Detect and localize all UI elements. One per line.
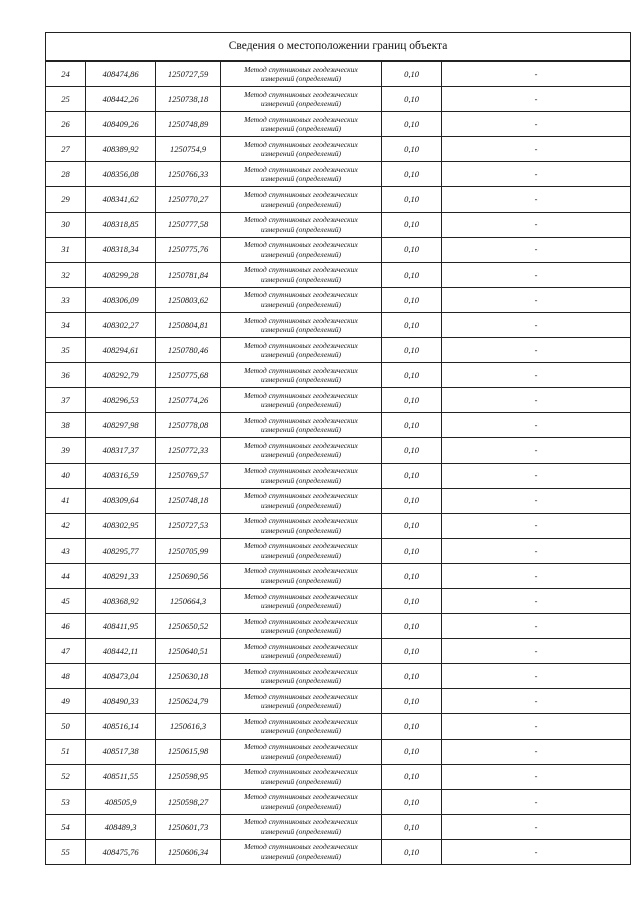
method-cell: [221, 87, 382, 112]
table-row: [46, 689, 631, 714]
x-coordinate-cell: 408306,09: [86, 287, 156, 312]
y-coordinate-cell: 1250598,27: [156, 789, 221, 814]
table-row: [46, 363, 631, 388]
x-coordinate-cell: 408318,34: [86, 237, 156, 262]
method-line: измерений (определений): [260, 74, 342, 84]
method-line: Метод спутниковых геодезических: [244, 114, 358, 124]
table-row: [46, 563, 631, 588]
method-cell: [221, 639, 382, 664]
method-line: Метод спутниковых геодезических: [244, 516, 358, 526]
method-line: измерений (определений): [260, 851, 342, 861]
note-cell: -: [442, 588, 631, 613]
x-coordinate-cell: 408505,9: [86, 789, 156, 814]
method-line: Метод спутниковых геодезических: [244, 365, 358, 375]
document-sheet: [45, 32, 630, 865]
precision-cell: 0,10: [382, 212, 442, 237]
x-coordinate-cell: 408517,38: [86, 739, 156, 764]
precision-cell: 0,10: [382, 237, 442, 262]
method-line: Метод спутниковых геодезических: [244, 415, 358, 425]
x-coordinate-cell: 408302,95: [86, 513, 156, 538]
y-coordinate-cell: 1250777,58: [156, 212, 221, 237]
method-line: измерений (определений): [260, 575, 342, 585]
method-cell: [221, 739, 382, 764]
point-number-cell: 51: [46, 739, 86, 764]
x-coordinate-cell: 408490,33: [86, 689, 156, 714]
precision-cell: 0,10: [382, 839, 442, 864]
table-row: [46, 538, 631, 563]
method-cell: [221, 137, 382, 162]
y-coordinate-cell: 1250804,81: [156, 312, 221, 337]
method-line: Метод спутниковых геодезических: [244, 817, 358, 827]
precision-cell: 0,10: [382, 112, 442, 137]
precision-cell: 0,10: [382, 438, 442, 463]
table-row: [46, 764, 631, 789]
method-cell: [221, 413, 382, 438]
method-line: измерений (определений): [260, 400, 342, 410]
method-line: измерений (определений): [260, 450, 342, 460]
method-cell: [221, 212, 382, 237]
method-line: Метод спутниковых геодезических: [244, 215, 358, 225]
note-cell: -: [442, 262, 631, 287]
method-line: Метод спутниковых геодезических: [244, 691, 358, 701]
method-line: Метод спутниковых геодезических: [244, 767, 358, 777]
table-title-row: [46, 33, 631, 62]
point-number-cell: 42: [46, 513, 86, 538]
x-coordinate-cell: 408474,86: [86, 61, 156, 87]
method-cell: [221, 312, 382, 337]
precision-cell: 0,10: [382, 764, 442, 789]
y-coordinate-cell: 1250640,51: [156, 639, 221, 664]
method-line: измерений (определений): [260, 701, 342, 711]
note-cell: -: [442, 739, 631, 764]
note-cell: -: [442, 664, 631, 689]
method-line: Метод спутниковых геодезических: [244, 566, 358, 576]
x-coordinate-cell: 408318,85: [86, 212, 156, 237]
x-coordinate-cell: 408442,11: [86, 639, 156, 664]
y-coordinate-cell: 1250772,33: [156, 438, 221, 463]
method-line: измерений (определений): [260, 249, 342, 259]
x-coordinate-cell: 408389,92: [86, 137, 156, 162]
point-number-cell: 34: [46, 312, 86, 337]
table-row: [46, 237, 631, 262]
precision-cell: 0,10: [382, 714, 442, 739]
precision-cell: 0,10: [382, 388, 442, 413]
table-row: [46, 388, 631, 413]
y-coordinate-cell: 1250770,27: [156, 187, 221, 212]
x-coordinate-cell: 408317,37: [86, 438, 156, 463]
y-coordinate-cell: 1250615,98: [156, 739, 221, 764]
table-row: [46, 814, 631, 839]
note-cell: -: [442, 538, 631, 563]
note-cell: -: [442, 162, 631, 187]
method-line: Метод спутниковых геодезических: [244, 717, 358, 726]
method-cell: [221, 764, 382, 789]
y-coordinate-cell: 1250664,3: [156, 588, 221, 613]
method-line: измерений (определений): [260, 274, 342, 284]
method-line: Метод спутниковых геодезических: [244, 842, 358, 852]
method-line: измерений (определений): [260, 299, 342, 309]
method-line: Метод спутниковых геодезических: [244, 190, 358, 200]
method-cell: [221, 287, 382, 312]
method-line: Метод спутниковых геодезических: [244, 641, 358, 651]
method-line: измерений (определений): [260, 99, 342, 109]
x-coordinate-cell: 408309,64: [86, 488, 156, 513]
y-coordinate-cell: 1250606,34: [156, 839, 221, 864]
table-body: [46, 33, 631, 865]
method-cell: [221, 664, 382, 689]
method-line: измерений (определений): [260, 324, 342, 334]
x-coordinate-cell: 408302,27: [86, 312, 156, 337]
precision-cell: 0,10: [382, 664, 442, 689]
method-line: Метод спутниковых геодезических: [244, 466, 358, 476]
method-cell: [221, 488, 382, 513]
point-number-cell: 49: [46, 689, 86, 714]
point-number-cell: 39: [46, 438, 86, 463]
table-row: [46, 839, 631, 864]
precision-cell: 0,10: [382, 739, 442, 764]
table-row: [46, 714, 631, 739]
precision-cell: 0,10: [382, 563, 442, 588]
table-row: [46, 262, 631, 287]
method-cell: [221, 714, 382, 739]
table-row: [46, 87, 631, 112]
method-line: Метод спутниковых геодезических: [244, 164, 358, 174]
note-cell: -: [442, 212, 631, 237]
y-coordinate-cell: 1250774,26: [156, 388, 221, 413]
precision-cell: 0,10: [382, 814, 442, 839]
method-line: Метод спутниковых геодезических: [244, 290, 358, 300]
x-coordinate-cell: 408296,53: [86, 388, 156, 413]
precision-cell: 0,10: [382, 588, 442, 613]
x-coordinate-cell: 408356,08: [86, 162, 156, 187]
method-line: Метод спутниковых геодезических: [244, 742, 358, 752]
method-line: измерений (определений): [260, 224, 342, 234]
x-coordinate-cell: 408292,79: [86, 363, 156, 388]
point-number-cell: 27: [46, 137, 86, 162]
precision-cell: 0,10: [382, 363, 442, 388]
table-row: [46, 112, 631, 137]
note-cell: -: [442, 87, 631, 112]
method-line: Метод спутниковых геодезических: [244, 440, 358, 450]
method-cell: [221, 689, 382, 714]
table-row: [46, 463, 631, 488]
y-coordinate-cell: 1250705,99: [156, 538, 221, 563]
method-cell: [221, 338, 382, 363]
note-cell: -: [442, 689, 631, 714]
method-line: Метод спутниковых геодезических: [244, 491, 358, 501]
table-row: [46, 438, 631, 463]
method-line: измерений (определений): [260, 776, 342, 786]
y-coordinate-cell: 1250738,18: [156, 87, 221, 112]
point-number-cell: 41: [46, 488, 86, 513]
y-coordinate-cell: 1250754,9: [156, 137, 221, 162]
y-coordinate-cell: 1250727,59: [156, 61, 221, 87]
table-row: [46, 187, 631, 212]
note-cell: -: [442, 814, 631, 839]
precision-cell: 0,10: [382, 137, 442, 162]
y-coordinate-cell: 1250616,3: [156, 714, 221, 739]
x-coordinate-cell: 408516,14: [86, 714, 156, 739]
method-line: Метод спутниковых геодезических: [244, 792, 358, 802]
note-cell: -: [442, 388, 631, 413]
table-row: [46, 212, 631, 237]
method-line: Метод спутниковых геодезических: [244, 541, 358, 551]
point-number-cell: 33: [46, 287, 86, 312]
method-line: Метод спутниковых геодезических: [244, 390, 358, 400]
method-cell: [221, 563, 382, 588]
method-cell: [221, 388, 382, 413]
note-cell: -: [442, 839, 631, 864]
method-cell: [221, 588, 382, 613]
x-coordinate-cell: 408489,3: [86, 814, 156, 839]
precision-cell: 0,10: [382, 513, 442, 538]
note-cell: -: [442, 714, 631, 739]
method-line: Метод спутниковых геодезических: [244, 340, 358, 350]
precision-cell: 0,10: [382, 689, 442, 714]
method-cell: [221, 463, 382, 488]
table-row: [46, 61, 631, 87]
point-number-cell: 28: [46, 162, 86, 187]
method-cell: [221, 61, 382, 87]
y-coordinate-cell: 1250748,18: [156, 488, 221, 513]
y-coordinate-cell: 1250775,68: [156, 363, 221, 388]
precision-cell: 0,10: [382, 61, 442, 87]
method-line: Метод спутниковых геодезических: [244, 139, 358, 149]
method-line: измерений (определений): [260, 350, 342, 360]
note-cell: -: [442, 789, 631, 814]
y-coordinate-cell: 1250650,52: [156, 614, 221, 639]
method-line: Метод спутниковых геодезических: [244, 240, 358, 250]
x-coordinate-cell: 408475,76: [86, 839, 156, 864]
table-row: [46, 488, 631, 513]
note-cell: -: [442, 438, 631, 463]
point-number-cell: 55: [46, 839, 86, 864]
point-number-cell: 40: [46, 463, 86, 488]
method-line: измерений (определений): [260, 826, 342, 836]
method-cell: [221, 839, 382, 864]
method-cell: [221, 237, 382, 262]
precision-cell: 0,10: [382, 338, 442, 363]
method-line: измерений (определений): [260, 425, 342, 435]
table-row: [46, 287, 631, 312]
note-cell: -: [442, 287, 631, 312]
y-coordinate-cell: 1250748,89: [156, 112, 221, 137]
point-number-cell: 48: [46, 664, 86, 689]
y-coordinate-cell: 1250690,56: [156, 563, 221, 588]
precision-cell: 0,10: [382, 87, 442, 112]
x-coordinate-cell: 408297,98: [86, 413, 156, 438]
method-line: измерений (определений): [260, 726, 342, 736]
point-number-cell: 52: [46, 764, 86, 789]
x-coordinate-cell: 408341,62: [86, 187, 156, 212]
x-coordinate-cell: 408409,26: [86, 112, 156, 137]
table-row: [46, 789, 631, 814]
method-line: Метод спутниковых геодезических: [244, 315, 358, 325]
y-coordinate-cell: 1250769,57: [156, 463, 221, 488]
note-cell: -: [442, 338, 631, 363]
point-number-cell: 32: [46, 262, 86, 287]
point-number-cell: 29: [46, 187, 86, 212]
point-number-cell: 24: [46, 61, 86, 87]
precision-cell: 0,10: [382, 488, 442, 513]
note-cell: -: [442, 187, 631, 212]
y-coordinate-cell: 1250630,18: [156, 664, 221, 689]
precision-cell: 0,10: [382, 287, 442, 312]
x-coordinate-cell: 408411,95: [86, 614, 156, 639]
method-line: измерений (определений): [260, 751, 342, 761]
point-number-cell: 54: [46, 814, 86, 839]
y-coordinate-cell: 1250766,33: [156, 162, 221, 187]
point-number-cell: 47: [46, 639, 86, 664]
precision-cell: 0,10: [382, 789, 442, 814]
point-number-cell: 50: [46, 714, 86, 739]
note-cell: -: [442, 61, 631, 87]
x-coordinate-cell: 408442,26: [86, 87, 156, 112]
note-cell: -: [442, 363, 631, 388]
point-number-cell: 45: [46, 588, 86, 613]
x-coordinate-cell: 408368,92: [86, 588, 156, 613]
table-row: [46, 413, 631, 438]
method-line: Метод спутниковых геодезических: [244, 89, 358, 99]
note-cell: -: [442, 488, 631, 513]
x-coordinate-cell: 408291,33: [86, 563, 156, 588]
method-cell: [221, 438, 382, 463]
method-cell: [221, 789, 382, 814]
note-cell: -: [442, 413, 631, 438]
precision-cell: 0,10: [382, 413, 442, 438]
precision-cell: 0,10: [382, 614, 442, 639]
y-coordinate-cell: 1250780,46: [156, 338, 221, 363]
table-row: [46, 614, 631, 639]
y-coordinate-cell: 1250727,53: [156, 513, 221, 538]
point-number-cell: 36: [46, 363, 86, 388]
method-line: Метод спутниковых геодезических: [244, 666, 358, 676]
method-cell: [221, 513, 382, 538]
method-line: измерений (определений): [260, 500, 342, 510]
precision-cell: 0,10: [382, 187, 442, 212]
method-cell: [221, 187, 382, 212]
method-cell: [221, 162, 382, 187]
note-cell: -: [442, 639, 631, 664]
method-line: Метод спутниковых геодезических: [244, 64, 358, 74]
note-cell: -: [442, 614, 631, 639]
method-cell: [221, 363, 382, 388]
method-line: измерений (определений): [260, 199, 342, 209]
precision-cell: 0,10: [382, 538, 442, 563]
method-line: измерений (определений): [260, 676, 342, 686]
table-row: [46, 338, 631, 363]
note-cell: -: [442, 312, 631, 337]
y-coordinate-cell: 1250778,08: [156, 413, 221, 438]
point-number-cell: 44: [46, 563, 86, 588]
note-cell: -: [442, 112, 631, 137]
table-row: [46, 639, 631, 664]
x-coordinate-cell: 408316,59: [86, 463, 156, 488]
precision-cell: 0,10: [382, 463, 442, 488]
method-line: измерений (определений): [260, 801, 342, 811]
table-row: [46, 588, 631, 613]
method-cell: [221, 614, 382, 639]
point-number-cell: 43: [46, 538, 86, 563]
note-cell: -: [442, 563, 631, 588]
table-row: [46, 312, 631, 337]
point-number-cell: 46: [46, 614, 86, 639]
y-coordinate-cell: 1250598,95: [156, 764, 221, 789]
x-coordinate-cell: 408511,55: [86, 764, 156, 789]
point-number-cell: 30: [46, 212, 86, 237]
method-line: измерений (определений): [260, 525, 342, 535]
y-coordinate-cell: 1250803,62: [156, 287, 221, 312]
note-cell: -: [442, 513, 631, 538]
x-coordinate-cell: 408473,04: [86, 664, 156, 689]
method-cell: [221, 112, 382, 137]
point-number-cell: 25: [46, 87, 86, 112]
method-cell: [221, 814, 382, 839]
method-line: измерений (определений): [260, 475, 342, 485]
y-coordinate-cell: 1250775,76: [156, 237, 221, 262]
precision-cell: 0,10: [382, 162, 442, 187]
table-row: [46, 513, 631, 538]
y-coordinate-cell: 1250624,79: [156, 689, 221, 714]
method-line: измерений (определений): [260, 174, 342, 184]
table-row: [46, 664, 631, 689]
method-line: Метод спутниковых геодезических: [244, 616, 358, 626]
point-number-cell: 35: [46, 338, 86, 363]
note-cell: -: [442, 137, 631, 162]
point-number-cell: 53: [46, 789, 86, 814]
method-line: Метод спутниковых геодезических: [244, 265, 358, 275]
note-cell: -: [442, 463, 631, 488]
x-coordinate-cell: 408299,28: [86, 262, 156, 287]
x-coordinate-cell: 408295,77: [86, 538, 156, 563]
method-line: измерений (определений): [260, 550, 342, 560]
point-number-cell: 31: [46, 237, 86, 262]
precision-cell: 0,10: [382, 639, 442, 664]
method-line: измерений (определений): [260, 601, 342, 611]
point-number-cell: 38: [46, 413, 86, 438]
method-line: измерений (определений): [260, 375, 342, 385]
method-line: измерений (определений): [260, 626, 342, 636]
table-row: [46, 739, 631, 764]
precision-cell: 0,10: [382, 312, 442, 337]
y-coordinate-cell: 1250781,84: [156, 262, 221, 287]
note-cell: -: [442, 764, 631, 789]
method-line: измерений (определений): [260, 149, 342, 159]
method-cell: [221, 538, 382, 563]
point-number-cell: 26: [46, 112, 86, 137]
method-line: измерений (определений): [260, 124, 342, 134]
note-cell: -: [442, 237, 631, 262]
table-title: Сведения о местоположении границ объекта: [46, 33, 631, 62]
method-line: измерений (определений): [260, 651, 342, 661]
x-coordinate-cell: 408294,61: [86, 338, 156, 363]
y-coordinate-cell: 1250601,73: [156, 814, 221, 839]
boundary-coordinates-table: [45, 32, 631, 865]
table-row: [46, 162, 631, 187]
point-number-cell: 37: [46, 388, 86, 413]
precision-cell: 0,10: [382, 262, 442, 287]
table-row: [46, 137, 631, 162]
method-line: Метод спутниковых геодезических: [244, 591, 358, 601]
method-cell: [221, 262, 382, 287]
